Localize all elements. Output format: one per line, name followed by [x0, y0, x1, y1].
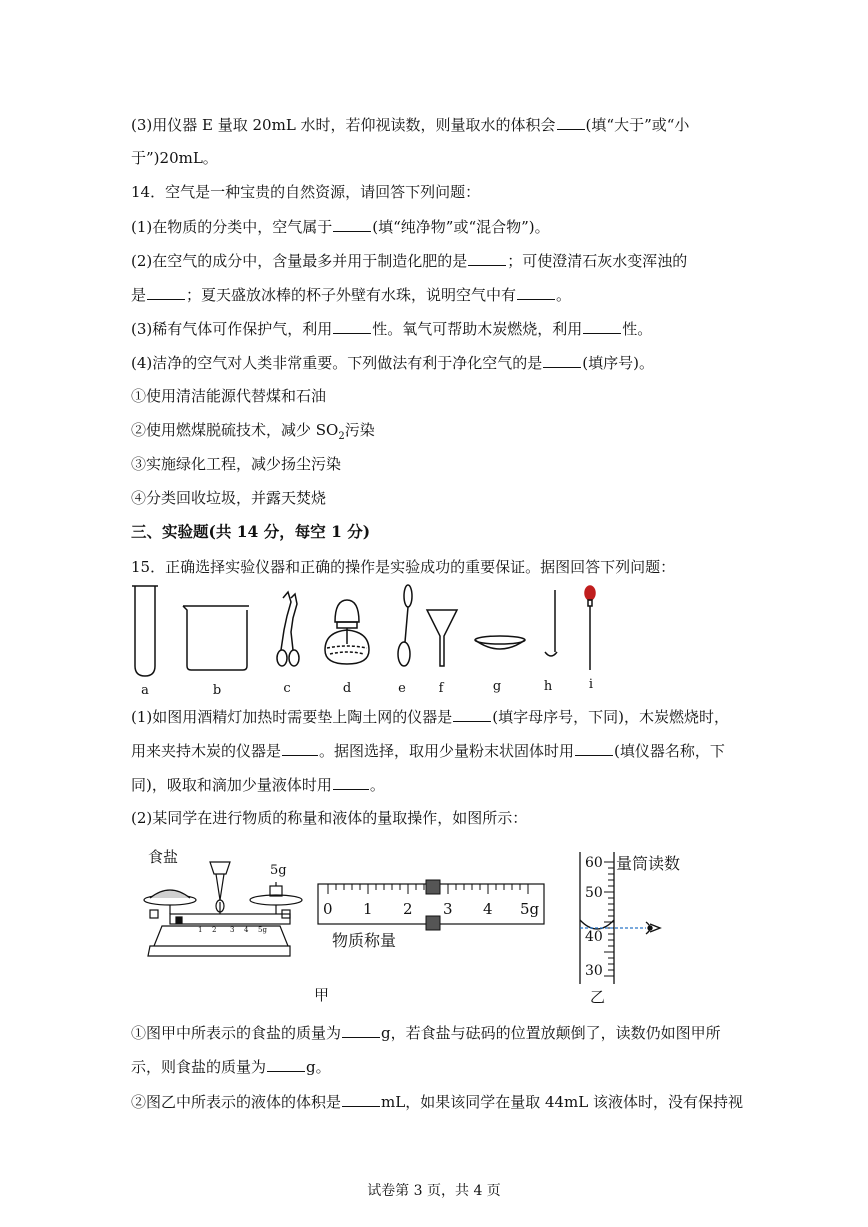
q14-p2-lead: 是 — [131, 286, 147, 304]
cylinder-tick: 40 — [585, 929, 603, 945]
answer-blank[interactable] — [282, 740, 318, 756]
answer-blank[interactable] — [453, 706, 491, 722]
q15-p1-tail: (填字母序号，下同)，木炭燃烧时， — [492, 708, 729, 726]
answer-blank[interactable] — [583, 318, 621, 334]
answer-blank[interactable] — [333, 774, 369, 790]
q14-option-4: ④分类回收垃圾，并露天焚烧 — [131, 489, 327, 507]
q14-option-3: ③实施绿化工程，减少扬尘污染 — [131, 455, 342, 473]
answer-blank[interactable] — [517, 284, 555, 300]
q14-p2-mid: ；可使澄清石灰水变浑浊的 — [507, 252, 688, 270]
label-b: b — [212, 683, 222, 698]
q14-p3-mid: 性。氧气可帮助木炭燃烧，利用 — [372, 320, 583, 338]
label-g: g — [492, 679, 502, 694]
answer-blank[interactable] — [267, 1056, 305, 1072]
q13-3-line1 — [131, 114, 689, 135]
q15-s1-text2: 示，则食盐的质量为 — [131, 1058, 267, 1076]
q14-p1-tail: (填“纯净物”或“混合物”)。 — [372, 218, 550, 236]
q14-part4 — [131, 352, 654, 373]
medicine-spoon-icon — [398, 585, 412, 666]
q15-sub1-line1 — [131, 1022, 721, 1043]
q14-p4-tail: (填序号)。 — [582, 354, 654, 372]
q15-part2: (2)某同学在进行物质的称量和液体的量取操作，如图所示： — [131, 809, 528, 827]
label-h: h — [543, 679, 553, 694]
balance-scale-ticks — [198, 926, 267, 934]
balance-tick: 4 — [244, 926, 249, 934]
balance-tick: 1 — [198, 926, 203, 934]
q15-p1-text: (1)如图用酒精灯加热时需要垫上陶土网的仪器是 — [131, 708, 453, 726]
label-f: f — [438, 681, 444, 696]
test-tube-icon — [132, 586, 158, 676]
q14-stem: 14．空气是一种宝贵的自然资源，请回答下列问题： — [131, 183, 481, 201]
answer-blank[interactable] — [333, 318, 371, 334]
ruler-tick: 5g — [520, 900, 540, 918]
cylinder-tick: 50 — [585, 885, 603, 901]
dropper-icon — [585, 586, 595, 670]
answer-blank[interactable] — [557, 114, 585, 130]
q14-p4-text: (4)洁净的空气对人类非常重要。下列做法有利于净化空气的是 — [131, 354, 543, 372]
answer-blank[interactable] — [468, 250, 506, 266]
label-e: e — [398, 681, 406, 696]
balance-tick: 2 — [212, 926, 217, 934]
q15-part1-line2 — [131, 740, 725, 761]
instruments-figure — [125, 580, 615, 698]
q13-3-text: (3)用仪器 E 量取 20mL 水时，若仰视读数，则量取水的体积会 — [131, 116, 556, 134]
q14-o2-text: ②使用燃煤脱硫技术，减少 SO — [131, 421, 339, 439]
cylinder-title: 量筒读数 — [616, 854, 680, 873]
beaker-icon — [183, 606, 249, 670]
q15-p1-text3: 。据图选择，取用少量粉末状固体时用 — [319, 742, 575, 760]
funnel-icon — [427, 610, 457, 666]
ruler-tick: 0 — [323, 900, 333, 918]
q15-stem: 15．正确选择实验仪器和正确的操作是实验成功的重要保证。据图回答下列问题： — [131, 558, 676, 576]
q15-p1-text2: 用来夹持木炭的仪器是 — [131, 742, 282, 760]
cylinder-tick-labels — [585, 855, 603, 979]
q14-p2-end: 。 — [556, 286, 572, 304]
q15-s2-tail: mL，如果该同学在量取 44mL 该液体时，没有保持视 — [381, 1093, 744, 1111]
evaporating-dish-icon — [475, 636, 525, 649]
q15-part1-line3 — [131, 774, 385, 795]
salt-label: 食盐 — [148, 848, 179, 866]
q14-p2-text: (2)在空气的成分中，含量最多并用于制造化肥的是 — [131, 252, 468, 270]
q15-sub1-line2 — [131, 1056, 331, 1077]
ruler-tick: 1 — [363, 900, 373, 918]
q14-o2-tail: 污染 — [344, 421, 375, 439]
rider-ruler — [318, 880, 544, 930]
balance-tick: 3 — [230, 926, 235, 934]
q15-s2-text: ②图乙中所表示的液体的体积是 — [131, 1093, 342, 1111]
q13-3-line2 — [131, 148, 218, 168]
answer-blank[interactable] — [543, 352, 581, 368]
ruler-tick: 3 — [443, 900, 453, 918]
q13-3-tail: (填“大于”或“小 — [585, 116, 690, 134]
instrument-labels — [141, 677, 593, 698]
answer-blank[interactable] — [342, 1091, 380, 1107]
q15-p1-end: 。 — [369, 776, 385, 794]
q14-p2-text2: ；夏天盛放冰棒的杯子外壁有水珠，说明空气中有 — [186, 286, 517, 304]
q14-option-2 — [131, 420, 375, 447]
label-i: i — [588, 677, 594, 692]
q15-s1-text: ①图甲中所表示的食盐的质量为 — [131, 1024, 342, 1042]
ruler-tick: 4 — [483, 900, 493, 918]
balance-tick: 5g — [258, 926, 267, 934]
answer-blank[interactable] — [575, 740, 613, 756]
q14-part1 — [131, 216, 550, 237]
answer-blank[interactable] — [342, 1022, 380, 1038]
q14-p1-text: (1)在物质的分类中，空气属于 — [131, 218, 333, 236]
answer-blank[interactable] — [147, 284, 185, 300]
q15-p1-text4: (填仪器名称，下 — [614, 742, 725, 760]
measurement-figure — [140, 844, 680, 1010]
answer-blank[interactable] — [333, 216, 371, 232]
section-heading: 三、实验题(共 14 分，每空 1 分) — [131, 522, 371, 541]
q15-s1-tail: g，若食盐与砝码的位置放颠倒了，读数仍如图甲所 — [381, 1024, 721, 1042]
q13-3-text2: 于”)20mL。 — [131, 149, 218, 167]
label-d: d — [342, 681, 352, 696]
q14-p3-text: (3)稀有气体可作保护气，利用 — [131, 320, 333, 338]
page-footer: 试卷第 3 页，共 4 页 — [367, 1183, 501, 1199]
crucible-tongs-icon — [277, 592, 299, 666]
q14-o2-sub: 2 — [338, 431, 345, 442]
ruler-caption: 物质称量 — [332, 931, 397, 950]
q14-part2-line2 — [131, 284, 571, 305]
caption-jia: 甲 — [314, 986, 330, 1004]
q15-p1-text5: 同)，吸取和滴加少量液体时用 — [131, 776, 332, 794]
q14-part2-line1 — [131, 250, 687, 271]
caption-yi: 乙 — [590, 988, 606, 1006]
q15-sub2-line1 — [131, 1091, 743, 1112]
label-c: c — [283, 681, 291, 696]
q14-part3 — [131, 318, 652, 339]
ruler-tick: 2 — [403, 900, 413, 918]
alcohol-lamp-icon — [325, 600, 369, 664]
q15-part1-line1 — [131, 706, 729, 727]
weight-label: 5g — [270, 863, 287, 878]
cylinder-tick: 60 — [585, 855, 603, 871]
cylinder-tick: 30 — [585, 963, 603, 979]
q14-p3-end: 性。 — [622, 320, 653, 338]
combustion-spoon-icon — [545, 590, 557, 656]
eye-icon — [646, 922, 660, 934]
q15-s1-end: g。 — [306, 1058, 331, 1076]
label-a: a — [141, 683, 149, 698]
q14-option-1: ①使用清洁能源代替煤和石油 — [131, 387, 327, 405]
